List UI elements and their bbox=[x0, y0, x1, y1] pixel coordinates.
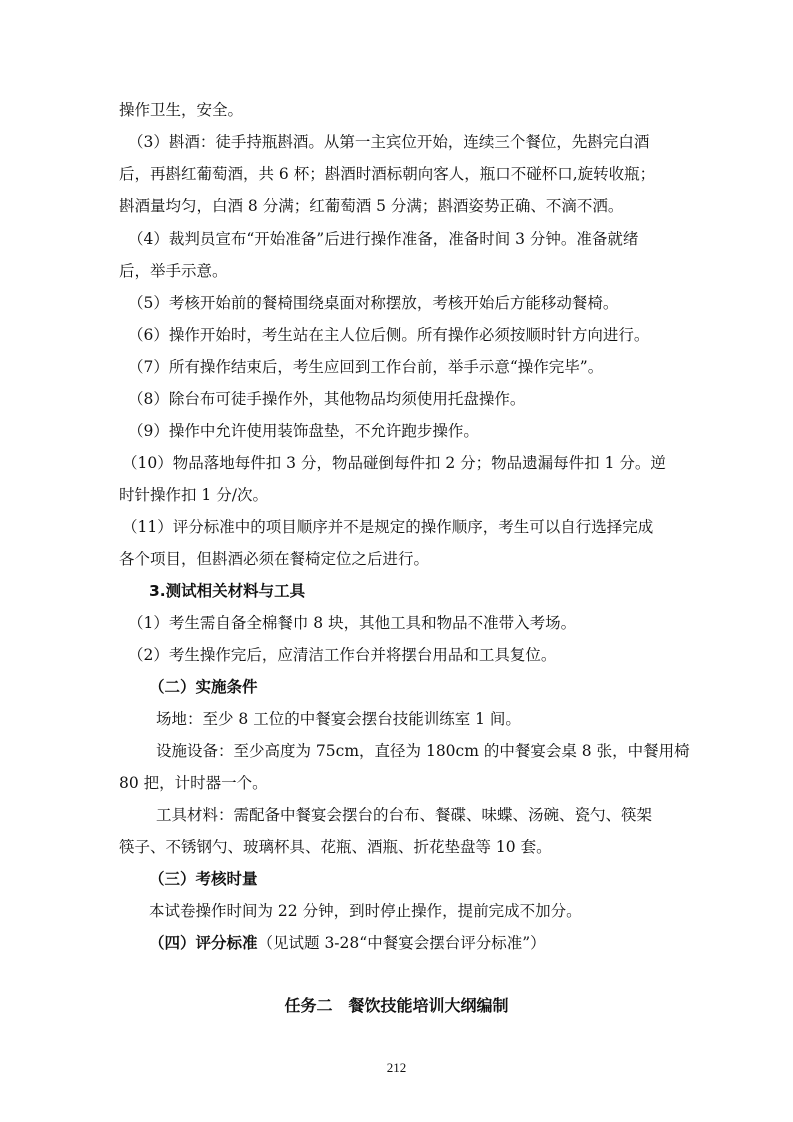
body-text-line: （10）物品落地每件扣 3 分，物品碰倒每件扣 2 分；物品遗漏每件扣 1 分。逆 bbox=[122, 454, 666, 472]
page-number: 212 bbox=[386, 1060, 407, 1075]
body-text-line: （3）斟酒：徒手持瓶斟酒。从第一主宾位开始，连续三个餐位，先斟完白酒 bbox=[128, 133, 650, 151]
section-heading: （三）考核时量 bbox=[149, 870, 258, 888]
body-text-line: 筷子、不锈钢勺、玻璃杯具、花瓶、酒瓶、折花垫盘等 10 套。 bbox=[119, 838, 552, 856]
body-text-line: 工具材料：需配备中餐宴会摆台的台布、餐碟、味蝶、汤碗、瓷勺、筷架 bbox=[156, 806, 653, 824]
body-text-line: 80 把，计时器一个。 bbox=[119, 774, 268, 792]
scoring-line bbox=[149, 933, 546, 953]
body-text-line: 时针操作扣 1 分/次。 bbox=[119, 486, 268, 504]
body-text-line: （2）考生操作完后，应清洁工作台并将摆台用品和工具复位。 bbox=[128, 646, 557, 664]
body-text-line: 各个项目，但斟酒必须在餐椅定位之后进行。 bbox=[119, 550, 430, 568]
body-text-line: 后，举手示意。 bbox=[119, 262, 228, 280]
subsection-heading: 3.测试相关材料与工具 bbox=[149, 582, 306, 600]
body-text-line: （11）评分标准中的项目顺序并不是规定的操作顺序，考生可以自行选择完成 bbox=[122, 518, 654, 536]
scoring-reference: （见试题 3-28“中餐宴会摆台评分标准”） bbox=[257, 934, 546, 952]
body-text-line: （1）考生需自备全棉餐巾 8 块，其他工具和物品不准带入考场。 bbox=[128, 614, 577, 632]
body-text-line: （9）操作中允许使用装饰盘垫，不允许跑步操作。 bbox=[128, 422, 479, 440]
body-text-line: 场地：至少 8 工位的中餐宴会摆台技能训练室 1 间。 bbox=[156, 710, 521, 728]
section-title: 任务二 餐饮技能培训大纲编制 bbox=[284, 996, 509, 1015]
body-text-line: 本试卷操作时间为 22 分钟，到时停止操作，提前完成不加分。 bbox=[149, 902, 582, 920]
body-text-line: （8）除台布可徒手操作外，其他物品均须使用托盘操作。 bbox=[128, 390, 526, 408]
body-text-line: （4）裁判员宣布“开始准备”后进行操作准备，准备时间 3 分钟。准备就绪 bbox=[128, 230, 639, 248]
body-text-line: 设施设备：至少高度为 75cm，直径为 180cm 的中餐宴会桌 8 张，中餐用椅 bbox=[156, 742, 690, 760]
section-heading: （四）评分标准 bbox=[149, 934, 258, 952]
body-text-line: 操作卫生，安全。 bbox=[119, 101, 244, 119]
body-text-line: （6）操作开始时，考生站在主人位后侧。所有操作必须按顺时针方向进行。 bbox=[128, 326, 650, 344]
body-text-line: 后，再斟红葡萄酒，共 6 杯；斟酒时酒标朝向客人，瓶口不碰杯口,旋转收瓶； bbox=[119, 165, 656, 183]
section-heading: （二）实施条件 bbox=[149, 678, 258, 696]
body-text-line: 斟酒量均匀，白酒 8 分满；红葡萄酒 5 分满；斟酒姿势正确、不滴不洒。 bbox=[119, 197, 624, 215]
body-text-line: （7）所有操作结束后，考生应回到工作台前，举手示意“操作完毕”。 bbox=[128, 358, 604, 376]
body-text-line: （5）考核开始前的餐椅围绕桌面对称摆放，考核开始后方能移动餐椅。 bbox=[128, 294, 619, 312]
